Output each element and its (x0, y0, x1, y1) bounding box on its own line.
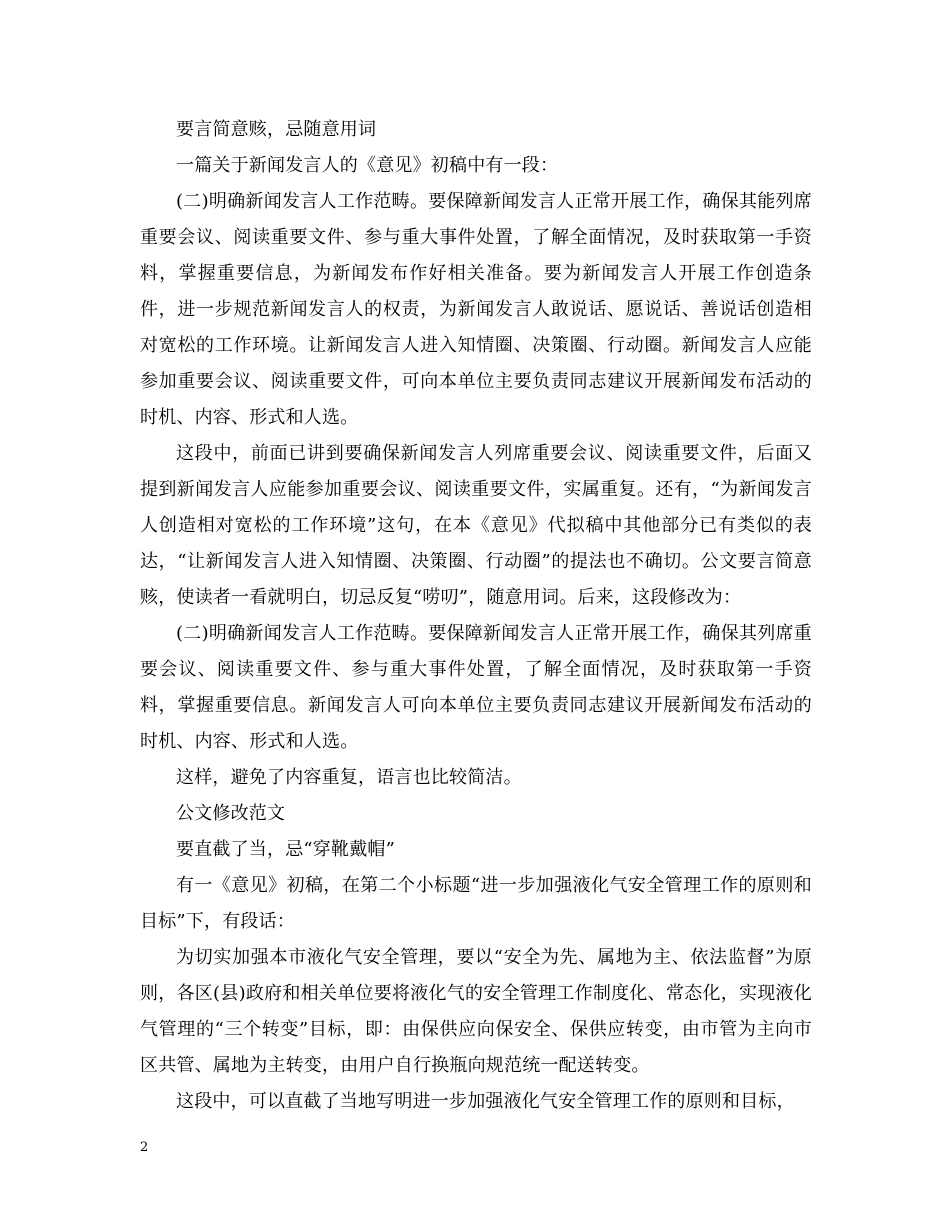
page-number: 2 (140, 1140, 149, 1155)
section-heading: 要言简意赅，忌随意用词 (176, 119, 377, 140)
document-body (140, 112, 812, 1120)
paragraph: 这样，避免了内容重复，语言也比较简洁。 (176, 767, 522, 788)
section-heading: 要直截了当，忌“穿靴戴帽” (176, 839, 396, 860)
paragraph: (二)明确新闻发言人工作范畴。要保障新闻发言人正常开展工作，确保其列席重要会议、阅读重要文件、参与重大事件处置，了解全面情况，及时获取第一手资料，掌握重要信息。新闻发言人可向本单位主要负责同志建议开展新闻发布活动的时机、内容、形式和人选。 (140, 623, 812, 752)
paragraph: 有一《意见》初稿，在第二个小标题“进一步加强液化气安全管理工作的原则和目标”下，有段话： (140, 875, 812, 932)
paragraph: 为切实加强本市液化气安全管理，要以“安全为先、属地为主、依法监督”为原则，各区(县)政府和相关单位要将液化气的安全管理工作制度化、常态化，实现液化气管理的“三个转变”目标，即：由保供应向保安全、保供应转变，由市管为主向市区共管、属地为主转变，由用户自行换瓶向规范统一配送转变。 (140, 947, 812, 1076)
paragraph: 这段中，可以直截了当地写明进一步加强液化气安全管理工作的原则和目标， (176, 1091, 795, 1112)
paragraph: (二)明确新闻发言人工作范畴。要保障新闻发言人正常开展工作，确保其能列席重要会议、阅读重要文件、参与重大事件处置，了解全面情况，及时获取第一手资料，掌握重要信息，为新闻发布作好相关准备。要为新闻发言人开展工作创造条件，进一步规范新闻发言人的权责，为新闻发言人敢说话、愿说话、善说话创造相对宽松的工作环境。让新闻发言人进入知情圈、决策圈、行动圈。新闻发言人应能参加重要会议、阅读重要文件，可向本单位主要负责同志建议开展新闻发布活动的时机、内容、形式和人选。 (140, 191, 812, 428)
section-heading: 公文修改范文 (176, 803, 286, 824)
paragraph: 这段中，前面已讲到要确保新闻发言人列席重要会议、阅读重要文件，后面又提到新闻发言人应能参加重要会议、阅读重要文件，实属重复。还有，“为新闻发言人创造相对宽松的工作环境”这句，在本《意见》代拟稿中其他部分已有类似的表达，“让新闻发言人进入知情圈、决策圈、行动圈”的提法也不确切。公文要言简意赅，使读者一看就明白，切忌反复“唠叨”，随意用词。后来，这段修改为： (140, 443, 812, 608)
paragraph: 一篇关于新闻发言人的《意见》初稿中有一段： (176, 155, 559, 176)
